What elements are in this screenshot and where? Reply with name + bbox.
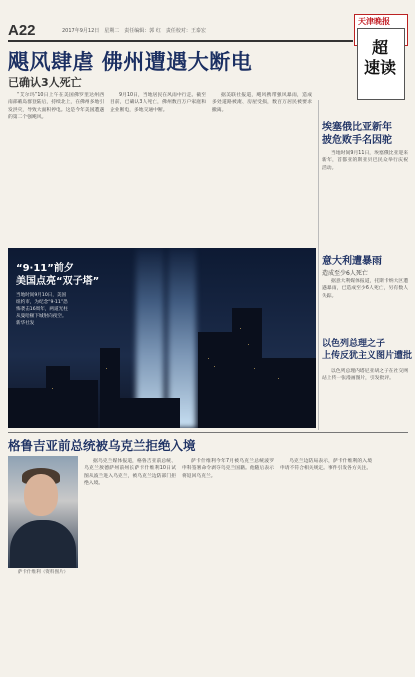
- sidebar-story1-text: 当地时间9月11日，埃塞俄比亚迎来新年，首都亚的斯亚贝巴民众举行庆祝活动。: [322, 151, 408, 171]
- portrait-photo: [8, 456, 78, 568]
- sidebar-story1-title-line2: 披危败手名因驼: [322, 135, 392, 146]
- lead-headline: 飓风肆虐 佛州遭遇大断电: [8, 50, 253, 74]
- sidebar-story2-title: 意大利遭暴雨: [322, 256, 382, 267]
- second-paragraph: 据乌克兰媒体报道，格鲁吉亚前总统、乌克兰敖德萨州前州长萨卡什维利10日试图从波兰进入乌克兰，被乌克兰边防部门拒绝入境。: [84, 459, 176, 487]
- skyline-building: [100, 348, 120, 428]
- sidebar-story3-title: [322, 338, 412, 362]
- sidebar-story1-title-line1: 埃塞俄比亚新年: [322, 122, 392, 133]
- lead-paragraph: “艾尔玛”10日上午在美国佛罗里达州西南部礁岛群登陆后，持续北上，在佛州多地引发洪灾，导致大面积停电。这是今年美国遭遇的第二个强飓风。: [8, 93, 104, 121]
- column-divider: [318, 100, 319, 430]
- second-paragraph: 萨卡什维利今年7月被乌克兰总统波罗申科签署命令剥夺乌克兰国籍。他随后表示将返回乌克兰。: [182, 459, 274, 479]
- lead-paragraph: 据美联社报道，飓风携带强风暴雨，造成多处道路被淹、房屋受损，数百万居民被要求撤离。: [212, 93, 312, 113]
- second-column-1: [84, 458, 176, 668]
- sidebar-story3-text: 以色列总理内塔尼亚胡之子在社交网站上传一张漫画图片，引发批评。: [322, 369, 408, 382]
- second-column-2: [182, 458, 274, 668]
- lead-subhead: 已确认3人死亡: [8, 76, 82, 89]
- photo-title: [16, 262, 99, 288]
- sidebar-story3-title-line2: 上传反犹主义图片遭批: [322, 351, 413, 361]
- photo-title-line1: “9·11”前夕: [16, 263, 74, 274]
- photo-title-line2: 美国点亮“双子塔”: [16, 276, 100, 287]
- speed-read-label: [360, 38, 400, 78]
- page-number: A22: [8, 22, 36, 39]
- portrait-caption: 萨卡什维利（资料图片）: [17, 570, 69, 575]
- section-divider: [8, 432, 408, 433]
- skyline-building: [262, 358, 316, 428]
- page-meta: 2017年9月12日 星期二 责任编辑：郭 红 责任校对：王泰宏: [62, 28, 206, 34]
- second-headline: 格鲁吉亚前总统被乌克兰拒绝入境: [8, 438, 196, 453]
- lead-column-2: [110, 92, 206, 242]
- skyline-building: [46, 366, 70, 428]
- skyline-building: [198, 332, 232, 428]
- sidebar-story2-text: 据意大利媒体报道，托斯卡纳大区遭遇暴雨，已造成至少6人死亡，另有数人失踪。: [322, 279, 408, 299]
- lead-column-3: [212, 92, 312, 242]
- lead-paragraph: 9月10日，当地居民在风雨中行走。截至目前，已确认3人死亡，佛州数百万户家庭和企业断电，多地交通中断。: [110, 93, 206, 113]
- sidebar-story2-subtitle: 造成至少6人死亡: [322, 270, 368, 277]
- sidebar-story1-title: [322, 121, 392, 147]
- skyline-building: [232, 308, 262, 428]
- photo-caption: 当地时间9月10日，美国纽约市，为纪念“9·11”恐怖袭击16周年，两道光柱从曼哈顿下城射向夜空。新华社发: [16, 293, 68, 326]
- sidebar-story3-title-line1: 以色列总理之子: [322, 339, 386, 349]
- second-column-3: [280, 458, 372, 668]
- header-rule: [8, 40, 353, 42]
- skyline-building: [68, 380, 98, 428]
- sidebar-story2-body: [322, 278, 408, 334]
- skyline-building: [8, 388, 48, 428]
- lead-column-1: [8, 92, 104, 242]
- speed-read-line2: 速读: [363, 58, 396, 77]
- sidebar-story3-body: [322, 368, 408, 428]
- speed-read-line1: 超: [371, 38, 388, 57]
- sidebar-story1-body: [322, 150, 408, 246]
- brand-logo: 天津晚报: [358, 16, 390, 26]
- skyline-building: [120, 398, 180, 428]
- second-paragraph: 乌克兰边防局表示，萨卡什维利的入境申请不符合相关规定。事件引发各方关注。: [280, 459, 372, 472]
